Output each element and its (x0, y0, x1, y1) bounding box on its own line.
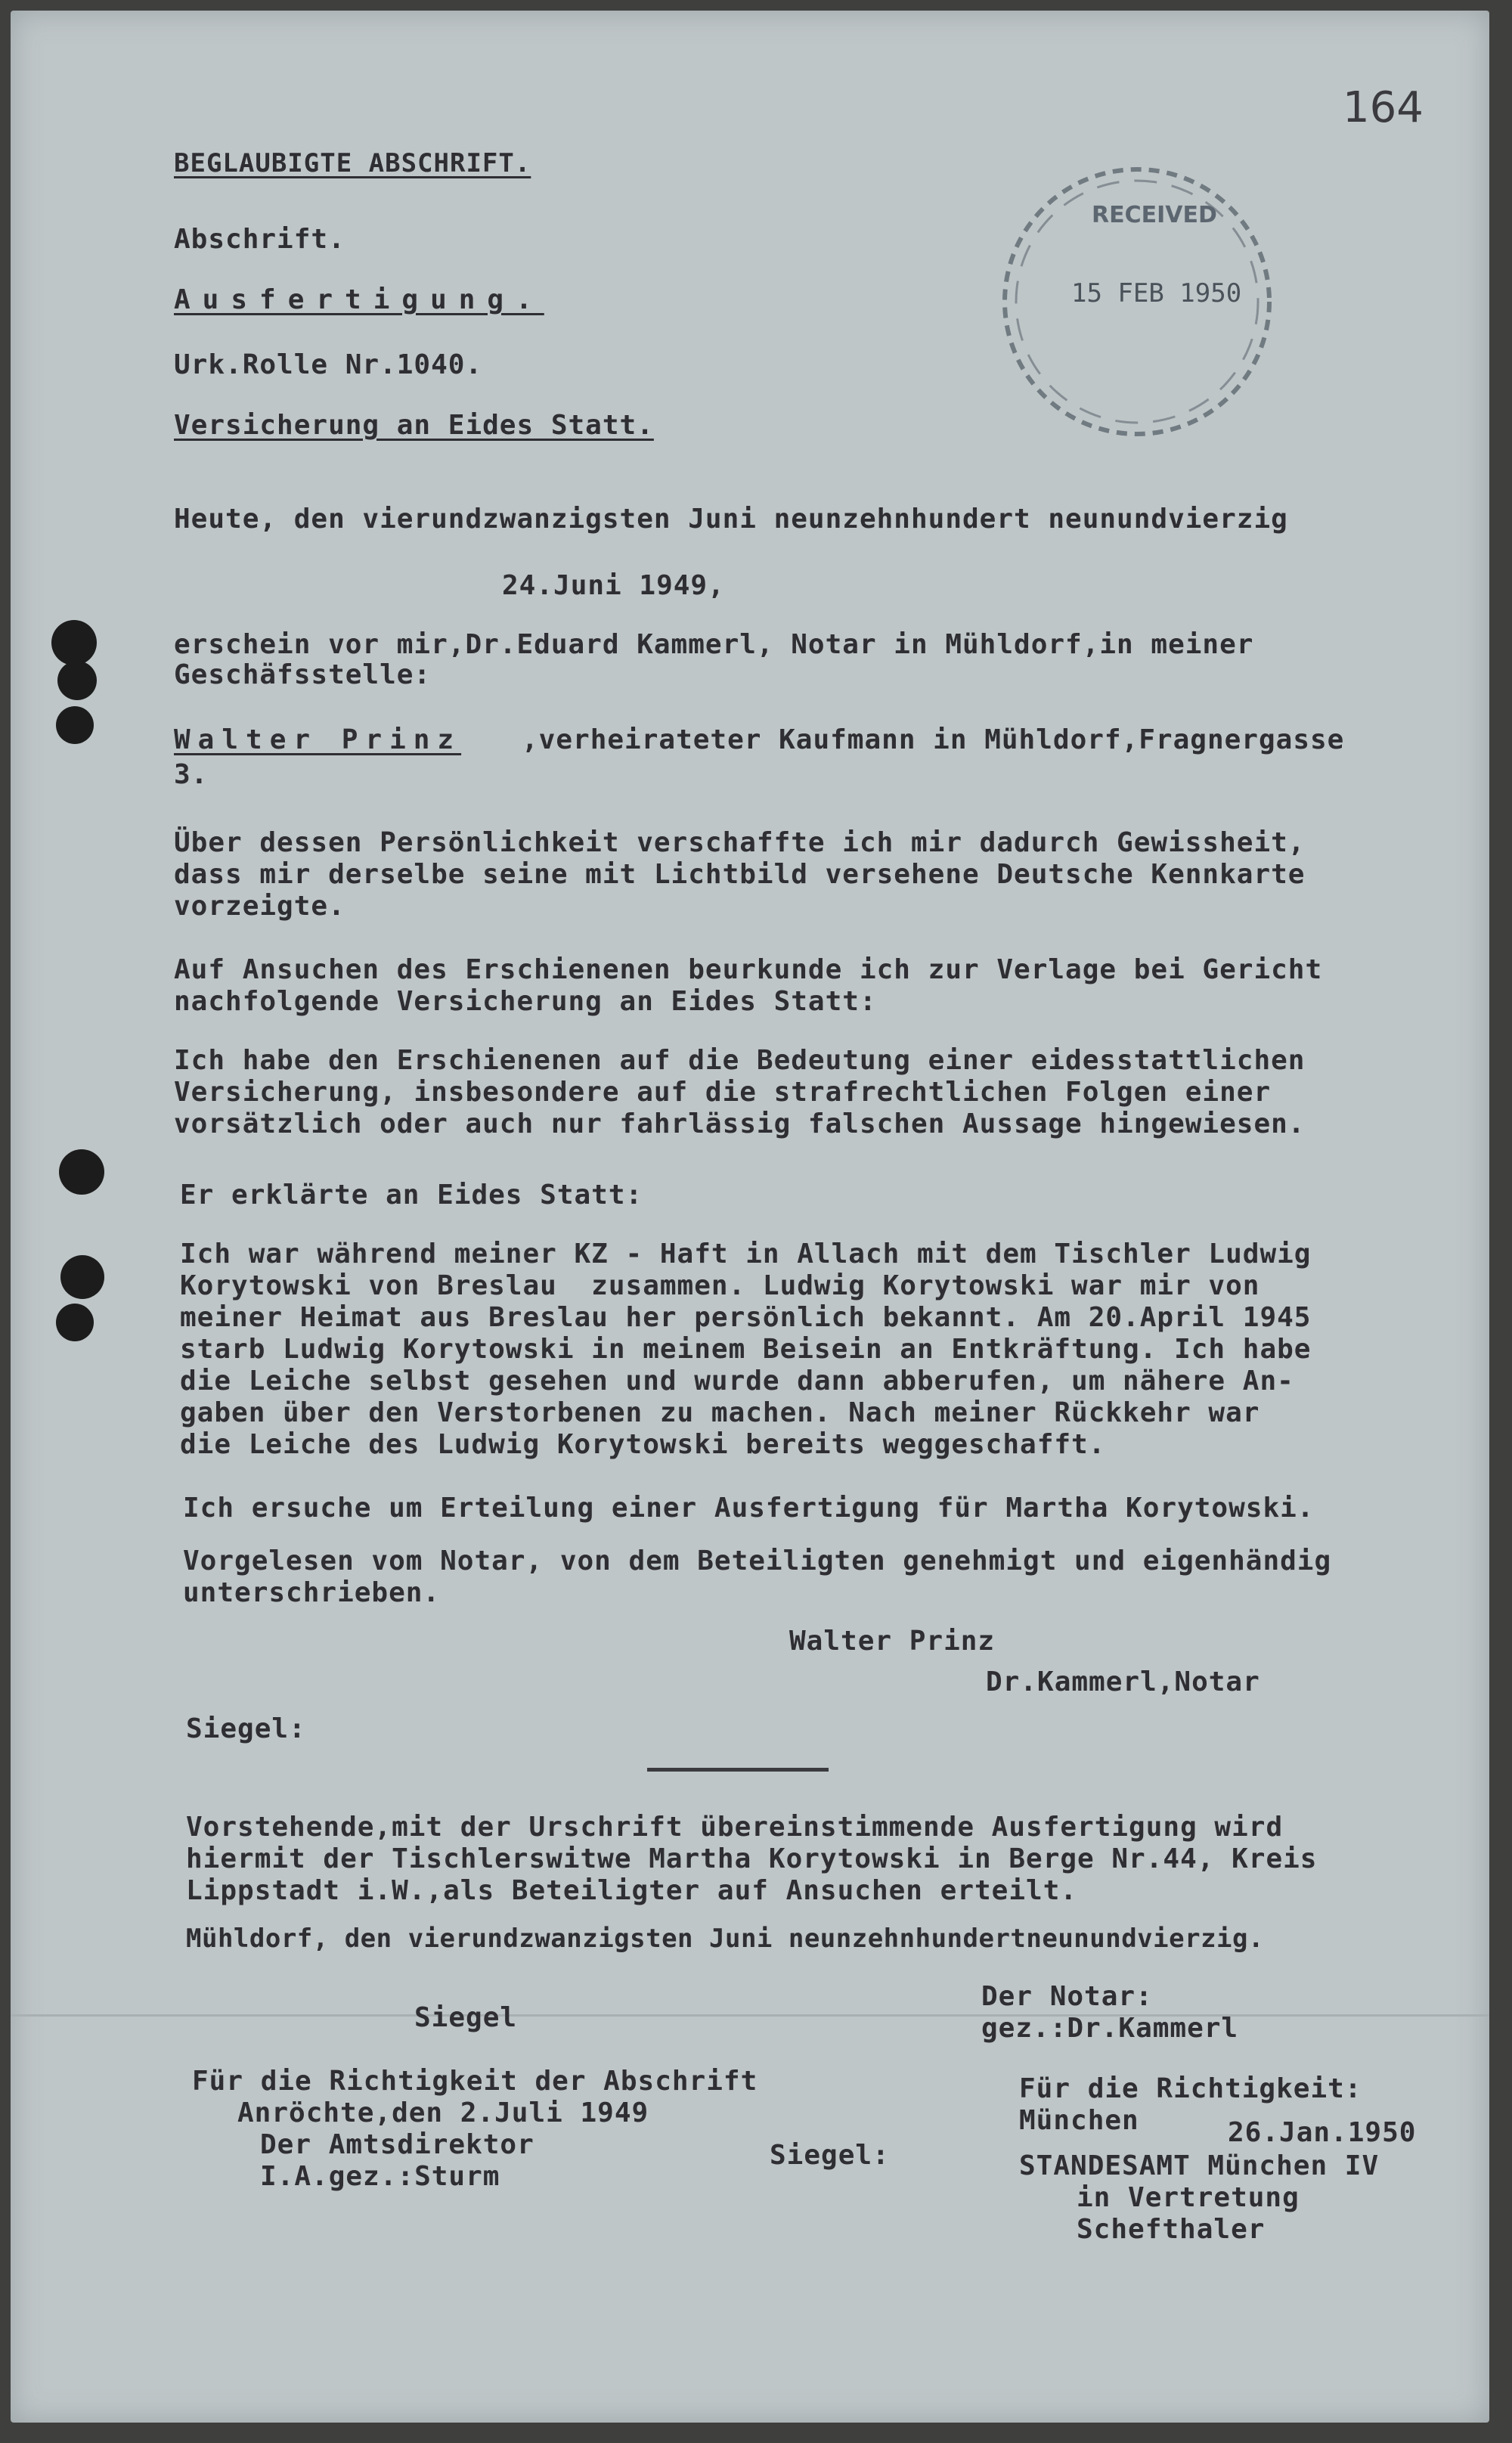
paragraph-line: vorzeigte. (174, 891, 345, 922)
punch-hole (56, 1304, 94, 1341)
stamp-date: 15 FEB 1950 (1071, 278, 1242, 308)
punch-hole (59, 1149, 104, 1195)
paragraph-line: Ich habe den Erschienenen auf die Bedeutung einer eidesstattlichen (174, 1045, 1306, 1076)
statement-line: die Leiche selbst gesehen und wurde dann abberufen, um nähere An- (180, 1366, 1294, 1397)
person-description: 3. (174, 759, 209, 790)
statement-line: starb Ludwig Korytowski in meinem Beisein an Entkräftung. Ich habe (180, 1334, 1312, 1365)
paper-fold (11, 2014, 1489, 2017)
certification-line: hiermit der Tischlerswitwe Martha Korytowski in Berge Nr.44, Kreis (186, 1843, 1318, 1874)
signature-person: Walter Prinz (789, 1626, 996, 1657)
attestation-line: Für die Richtigkeit der Abschrift (192, 2066, 758, 2097)
paragraph-line: Auf Ansuchen des Erschienenen beurkunde ich zur Verlage bei Gericht (174, 954, 1323, 985)
certification-seal: Siegel (414, 2002, 518, 2033)
notary-title: Der Notar: (981, 1981, 1153, 2012)
paragraph-line: Über dessen Persönlichkeit verschaffte ich mir dadurch Gewissheit, (174, 827, 1306, 858)
statement-line: Ich war während meiner KZ - Haft in Allach mit dem Tischler Ludwig (180, 1239, 1312, 1270)
person-description: ,verheirateter Kaufmann in Mühldorf,Fragnergasse (522, 724, 1345, 755)
paragraph-line: Versicherung, insbesondere auf die strafrechtlichen Folgen einer (174, 1077, 1272, 1108)
appeared-line: Geschäfsstelle: (174, 659, 432, 690)
punch-hole (60, 1255, 104, 1299)
document-title: BEGLAUBIGTE ABSCHRIFT. (174, 148, 531, 178)
attestation-line: STANDESAMT München IV (1019, 2150, 1380, 2181)
date-words: Heute, den vierundzwanzigsten Juni neunzehnhundert neunundvierzig (174, 504, 1288, 535)
signature-notary: Dr.Kammerl,Notar (986, 1666, 1260, 1697)
attestation-line: Anröchte,den 2.Juli 1949 (237, 2097, 649, 2128)
copy-label: Abschrift. (174, 224, 345, 255)
roll-number: Urk.Rolle Nr.1040. (174, 349, 483, 380)
attestation-line: Schefthaler (1077, 2214, 1266, 2245)
document-type: Ausfertigung. (174, 284, 544, 315)
certification-line: Vorstehende,mit der Urschrift übereinstimmende Ausfertigung wird (186, 1812, 1284, 1843)
attestation-line: in Vertretung (1077, 2182, 1300, 2213)
paragraph-line: Vorgelesen vom Notar, von dem Beteiligten genehmigt und eigenhändig (183, 1545, 1332, 1576)
paragraph-line: nachfolgende Versicherung an Eides Statt: (174, 986, 877, 1017)
request-copy-line: Ich ersuche um Erteilung einer Ausfertigung für Martha Korytowski. (183, 1493, 1315, 1524)
person-name: Walter Prinz (174, 724, 462, 755)
punch-hole (56, 706, 94, 744)
folio-number: 164 (1343, 83, 1424, 132)
statement-line: die Leiche des Ludwig Korytowski bereits weggeschafft. (180, 1429, 1106, 1460)
certification-line: Lippstadt i.W.,als Beteiligter auf Ansuchen erteilt. (186, 1875, 1078, 1906)
attestation-line: I.A.gez.:Sturm (260, 2161, 500, 2192)
divider-line (647, 1768, 829, 1772)
attestation-place: München (1019, 2105, 1139, 2136)
attestation-line: Für die Richtigkeit: (1019, 2073, 1362, 2104)
declared-line: Er erklärte an Eides Statt: (180, 1180, 643, 1211)
certification-place-date: Mühldorf, den vierundzwanzigsten Juni neunzehnhundertneunundvierzig. (186, 1924, 1264, 1954)
document-page (11, 11, 1489, 2423)
punch-hole (57, 661, 97, 700)
statement-line: gaben über den Verstorbenen zu machen. Nach meiner Rückkehr war (180, 1397, 1260, 1428)
notary-sign: gez.:Dr.Kammerl (981, 2013, 1239, 2044)
date-numeric: 24.Juni 1949, (502, 570, 725, 601)
attestation-line: Der Amtsdirektor (260, 2129, 534, 2160)
attestation-date: 26.Jan.1950 (1228, 2117, 1417, 2148)
seal-label: Siegel: (186, 1713, 306, 1744)
attestation-seal: Siegel: (770, 2140, 890, 2171)
statement-line: meiner Heimat aus Breslau her persönlich bekannt. Am 20.April 1945 (180, 1302, 1312, 1333)
received-stamp (959, 143, 1315, 468)
paragraph-line: dass mir derselbe seine mit Lichtbild versehene Deutsche Kennkarte (174, 859, 1306, 890)
paragraph-line: unterschrieben. (183, 1577, 441, 1608)
appeared-line: erschein vor mir,Dr.Eduard Kammerl, Notar in Mühldorf,in meiner (174, 629, 1254, 660)
stamp-word: RECEIVED (1092, 202, 1217, 228)
paragraph-line: vorsätzlich oder auch nur fahrlässig falschen Aussage hingewiesen. (174, 1108, 1306, 1139)
statement-line: Korytowski von Breslau zusammen. Ludwig Korytowski war mir von (180, 1270, 1260, 1301)
punch-hole (51, 620, 97, 665)
subject-heading: Versicherung an Eides Statt. (174, 410, 654, 441)
